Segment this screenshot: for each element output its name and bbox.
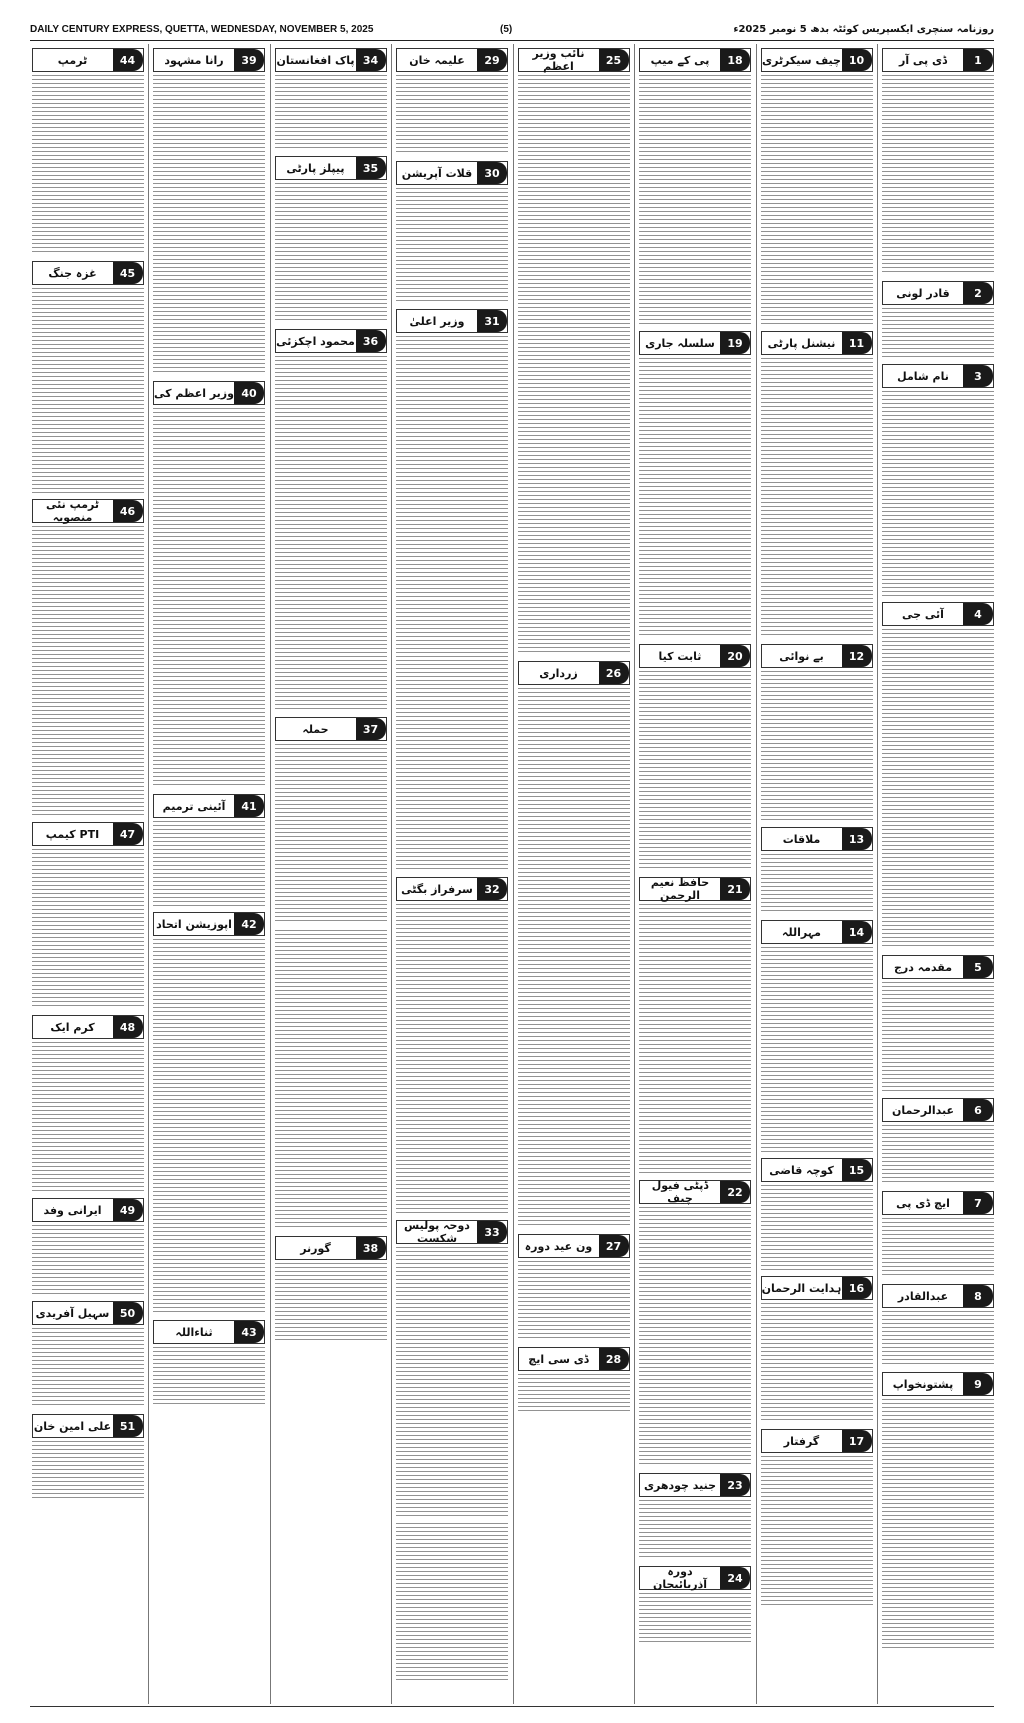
article-headline [153, 381, 265, 405]
article-number-badge: 33 [477, 1221, 507, 1243]
article-number-badge: 25 [599, 49, 629, 71]
article-headline [32, 1414, 144, 1438]
article-title: محمود اچکزئی [276, 334, 355, 348]
article-number-badge: 8 [963, 1285, 993, 1307]
article-body-text [275, 75, 387, 150]
article-body-text [396, 1247, 508, 1517]
article-title: سرفراز بگٹی [401, 882, 473, 896]
article-headline [761, 827, 873, 851]
article [275, 717, 387, 924]
article-title: قادر لونی [896, 286, 950, 300]
article-headline [32, 48, 144, 72]
article-body-text [32, 1225, 144, 1295]
article-body-text [761, 947, 873, 1152]
article-title: نیشنل پارٹی [767, 336, 836, 350]
article-title: ڈی پی آر [898, 53, 947, 67]
article-number-badge: 9 [963, 1373, 993, 1395]
article [639, 1180, 751, 1467]
article-title: علیمہ خان [409, 53, 465, 67]
article-headline [882, 281, 994, 305]
article-body-text [639, 75, 751, 325]
article-title: وزیر اعظم کی [154, 386, 234, 400]
column-7 [153, 44, 265, 1704]
article-title: پی کے میپ [650, 53, 710, 67]
article-title: سہیل آفریدی [35, 1306, 110, 1320]
article [761, 48, 873, 325]
article-body-text [32, 75, 144, 255]
article-number-badge: 46 [113, 500, 143, 522]
article-headline [761, 920, 873, 944]
article-number-badge: 32 [477, 878, 507, 900]
article [32, 1301, 144, 1408]
article-number-badge: 21 [720, 878, 750, 900]
article-body-text [275, 356, 387, 711]
article-title: PTI کیمپ [45, 827, 100, 841]
article-headline [639, 877, 751, 901]
article-body-text [761, 1456, 873, 1606]
article-body-text [761, 1303, 873, 1423]
article [275, 156, 387, 323]
article-body-text [518, 1261, 630, 1341]
column-divider [148, 44, 149, 1704]
article-headline [639, 1566, 751, 1590]
column-1 [882, 44, 994, 1704]
article-body-text [275, 1263, 387, 1343]
article-title: وزیر اعلیٰ [409, 314, 465, 328]
footer-rule [30, 1706, 994, 1707]
article-number-badge: 5 [963, 956, 993, 978]
article-title: حافظ نعیم الرحمن [650, 876, 710, 902]
page-number: (5) [500, 24, 513, 35]
article-body-text [275, 744, 387, 924]
article-title: دورہ آذربائیجان [652, 1565, 708, 1591]
article-title: غزہ جنگ [48, 266, 97, 280]
article [518, 1347, 630, 1414]
article [639, 644, 751, 871]
article-body-text [639, 358, 751, 638]
column-4 [518, 44, 630, 1704]
article-number-badge: 26 [599, 662, 629, 684]
article-body-text [761, 854, 873, 914]
article-headline [761, 1276, 873, 1300]
article-headline [639, 644, 751, 668]
article-body-text [882, 391, 994, 596]
article-body-text [153, 408, 265, 788]
article-title: بے نوائی [779, 649, 824, 663]
article-body-text [396, 1523, 508, 1683]
article-headline [275, 329, 387, 353]
article-headline [153, 794, 265, 818]
article-headline [518, 1347, 630, 1371]
article-number-badge: 44 [113, 49, 143, 71]
article [275, 1236, 387, 1343]
article [396, 309, 508, 871]
article-title: اپوزیشن اتحاد [156, 917, 232, 931]
article-body-text [639, 1593, 751, 1643]
article [882, 1191, 994, 1278]
masthead-english-dateline: DAILY CENTURY EXPRESS, QUETTA, WEDNESDAY, NOVEMBER 5, 2025 [30, 24, 374, 35]
article-title: ٹرمپ [57, 53, 88, 67]
article-number-badge: 17 [842, 1430, 872, 1452]
article-headline [761, 644, 873, 668]
column-divider [756, 44, 757, 1704]
article-number-badge: 4 [963, 603, 993, 625]
article-number-badge: 19 [720, 332, 750, 354]
article-number-badge: 49 [113, 1199, 143, 1221]
article [32, 261, 144, 493]
article-headline [882, 48, 994, 72]
article [761, 1276, 873, 1423]
article-title: ایرانی وفد [43, 1203, 102, 1217]
column-5 [396, 44, 508, 1704]
article-body-text [153, 939, 265, 1314]
article-title: ون عید دورہ [524, 1239, 593, 1253]
article-number-badge: 11 [842, 332, 872, 354]
article-headline [275, 156, 387, 180]
article-title: مہراللہ [782, 925, 821, 939]
article-body-text [882, 1125, 994, 1185]
article-body-text [153, 75, 265, 375]
article [396, 161, 508, 303]
article [275, 329, 387, 711]
article-title: پاک افغانستان [276, 53, 355, 67]
article-number-badge: 34 [356, 49, 386, 71]
article-headline [275, 717, 387, 741]
article-number-badge: 48 [113, 1016, 143, 1038]
article [882, 1098, 994, 1185]
article [32, 822, 144, 1009]
article-body-text [396, 904, 508, 1214]
article [882, 48, 994, 275]
article-title: پشتونخواپ [892, 1377, 954, 1391]
article [32, 48, 144, 255]
article [518, 1234, 630, 1341]
article-headline [882, 955, 994, 979]
article-headline [32, 1015, 144, 1039]
article-body-text [882, 1399, 994, 1649]
article-number-badge: 23 [720, 1474, 750, 1496]
article-title: نائب وزیر اعظم [532, 47, 585, 73]
article [153, 1320, 265, 1407]
article-headline [882, 602, 994, 626]
article-title: کوچہ قاضی [769, 1163, 834, 1177]
article-number-badge: 18 [720, 49, 750, 71]
article-headline [396, 877, 508, 901]
article-body-text [639, 904, 751, 1174]
article-body-text [32, 1441, 144, 1501]
article-body-text [518, 688, 630, 1228]
article-title: رانا مشہود [164, 53, 224, 67]
article-title: مقدمہ درج [893, 960, 953, 974]
article [882, 1284, 994, 1366]
article-number-badge: 6 [963, 1099, 993, 1121]
article-headline [639, 1473, 751, 1497]
article [882, 602, 994, 949]
article-headline [761, 48, 873, 72]
article-body-text [639, 1500, 751, 1560]
article-title: ٹرمپ نئی منصوبہ [45, 498, 99, 524]
article-number-badge: 50 [113, 1302, 143, 1324]
article-title: گرفتار [783, 1434, 820, 1448]
article [639, 877, 751, 1174]
article-title: آئینی ترمیم [162, 799, 226, 813]
article [882, 955, 994, 1092]
article-number-badge: 14 [842, 921, 872, 943]
article-number-badge: 27 [599, 1235, 629, 1257]
article-body-text [761, 671, 873, 821]
article [518, 661, 630, 1228]
article-headline [639, 48, 751, 72]
article-headline [761, 1158, 873, 1182]
article-headline [153, 912, 265, 936]
article-body-text [32, 288, 144, 493]
article-title: پیپلز پارٹی [286, 161, 345, 175]
article-headline [518, 661, 630, 685]
article [761, 827, 873, 914]
article-number-badge: 22 [720, 1181, 750, 1203]
article-headline [32, 1198, 144, 1222]
article-title: آئی جی [902, 607, 944, 621]
article-headline [882, 1191, 994, 1215]
article-headline [882, 1372, 994, 1396]
article-body-text [639, 671, 751, 871]
article-body-text [396, 336, 508, 871]
article-title: ثابت کیا [658, 649, 702, 663]
article-number-badge: 3 [963, 365, 993, 387]
article-number-badge: 31 [477, 310, 507, 332]
article-title: چیف سیکرٹری [762, 53, 841, 67]
article-headline [882, 1098, 994, 1122]
masthead [30, 22, 994, 41]
column-divider [634, 44, 635, 1704]
article-headline [396, 48, 508, 72]
article-number-badge: 28 [599, 1348, 629, 1370]
article-number-badge: 2 [963, 282, 993, 304]
article-body-text [32, 849, 144, 1009]
article-body-text [761, 358, 873, 638]
column-divider [513, 44, 514, 1704]
article-number-badge: 39 [234, 49, 264, 71]
article-title: ڈی سی ایچ [528, 1352, 589, 1366]
column-3 [639, 44, 751, 1704]
article-title: جنید چودھری [643, 1478, 717, 1492]
article-title: ایچ ڈی پی [896, 1196, 950, 1210]
article-number-badge: 13 [842, 828, 872, 850]
article-headline [639, 1180, 751, 1204]
article [153, 912, 265, 1314]
article-body-text [882, 308, 994, 358]
article-number-badge: 37 [356, 718, 386, 740]
article [32, 1414, 144, 1501]
article-body-text [882, 1311, 994, 1366]
article-body-text [882, 75, 994, 275]
article [275, 930, 387, 1230]
article-body-text [153, 821, 265, 906]
article-title: نام شامل [897, 369, 949, 383]
article [153, 794, 265, 906]
article-body-text [518, 1374, 630, 1414]
article [396, 1523, 508, 1683]
article-number-badge: 7 [963, 1192, 993, 1214]
article-body-text [882, 982, 994, 1092]
article-number-badge: 15 [842, 1159, 872, 1181]
article-headline [275, 1236, 387, 1260]
article-number-badge: 36 [356, 330, 386, 352]
article [32, 499, 144, 816]
article-number-badge: 20 [720, 645, 750, 667]
article-headline [396, 161, 508, 185]
article-headline [518, 1234, 630, 1258]
article-body-text [518, 75, 630, 655]
article-headline [32, 1301, 144, 1325]
article-number-badge: 1 [963, 49, 993, 71]
article [761, 331, 873, 638]
article [761, 920, 873, 1152]
article-number-badge: 40 [234, 382, 264, 404]
article [761, 1158, 873, 1270]
article [396, 877, 508, 1214]
article-body-text [882, 629, 994, 949]
article-title: علی امین خان [33, 1419, 112, 1433]
article-number-badge: 38 [356, 1237, 386, 1259]
article [639, 331, 751, 638]
article-headline [639, 331, 751, 355]
article-number-badge: 47 [113, 823, 143, 845]
article-number-badge: 42 [234, 913, 264, 935]
article-number-badge: 51 [113, 1415, 143, 1437]
article-headline [153, 1320, 265, 1344]
article-title: قلات آپریشن [401, 166, 473, 180]
article-title: کرم ایک [50, 1020, 95, 1034]
article-headline [396, 1220, 508, 1244]
masthead-urdu-dateline: روزنامہ سنچری ایکسپریس کوئٹہ بدھ 5 نومبر 2025ء [733, 24, 994, 35]
article-number-badge: 45 [113, 262, 143, 284]
article [275, 48, 387, 150]
article-body-text [882, 1218, 994, 1278]
article-headline [518, 48, 630, 72]
article [639, 1473, 751, 1560]
article-headline [275, 48, 387, 72]
column-divider [391, 44, 392, 1704]
article-title: زرداری [539, 666, 578, 680]
article-headline [153, 48, 265, 72]
article-body-text [275, 930, 387, 1230]
article-number-badge: 41 [234, 795, 264, 817]
article-body-text [396, 75, 508, 155]
article-title: ڈپٹی فیول چیف [651, 1179, 709, 1205]
article-headline [761, 1429, 873, 1453]
article-body-text [32, 1042, 144, 1192]
article-body-text [275, 183, 387, 323]
article [882, 364, 994, 596]
article-title: عبدالرحمان [892, 1103, 954, 1117]
article-number-badge: 16 [842, 1277, 872, 1299]
article-body-text [396, 188, 508, 303]
article-number-badge: 12 [842, 645, 872, 667]
column-divider [270, 44, 271, 1704]
article-number-badge: 24 [720, 1567, 750, 1589]
column-2 [761, 44, 873, 1704]
article [761, 1429, 873, 1606]
article-headline [882, 1284, 994, 1308]
article-headline [396, 309, 508, 333]
article-title: سلسلہ جاری [645, 336, 715, 350]
column-8 [32, 44, 144, 1704]
article-number-badge: 43 [234, 1321, 264, 1343]
article [32, 1198, 144, 1295]
article [396, 1220, 508, 1517]
article [153, 48, 265, 375]
article-headline [32, 822, 144, 846]
article-body-text [32, 526, 144, 816]
article-headline [882, 364, 994, 388]
article-title: گورنر [300, 1241, 331, 1255]
article-headline [32, 261, 144, 285]
article [32, 1015, 144, 1192]
article [153, 381, 265, 788]
article [761, 644, 873, 821]
article-title: ثناءاللہ [175, 1325, 213, 1339]
article-title: ہدایت الرحمان [761, 1281, 842, 1295]
article [882, 281, 994, 358]
article [396, 48, 508, 155]
article-title: دوحہ پولیس شکست [404, 1219, 470, 1245]
article-number-badge: 30 [477, 162, 507, 184]
article-title: عبدالقادر [897, 1289, 949, 1303]
article-number-badge: 29 [477, 49, 507, 71]
article-headline [761, 331, 873, 355]
article-number-badge: 10 [842, 49, 872, 71]
article [639, 48, 751, 325]
article-number-badge: 35 [356, 157, 386, 179]
article [518, 48, 630, 655]
article-body-text [153, 1347, 265, 1407]
article-body-text [761, 1185, 873, 1270]
column-divider [877, 44, 878, 1704]
article-headline [32, 499, 144, 523]
article-body-text [761, 75, 873, 325]
column-6 [275, 44, 387, 1704]
article-title: ملاقات [782, 832, 821, 846]
article [882, 1372, 994, 1649]
article-title: حملہ [302, 722, 329, 736]
article-body-text [32, 1328, 144, 1408]
article-body-text [639, 1207, 751, 1467]
article [639, 1566, 751, 1643]
